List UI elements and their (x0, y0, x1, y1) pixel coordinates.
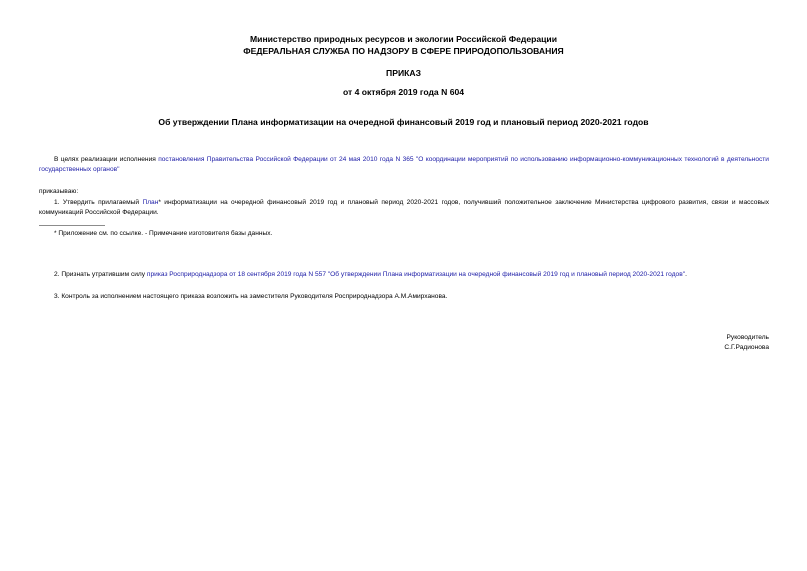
signer-name: С.Г.Радионова (724, 344, 769, 351)
orders-word: приказываю: (39, 188, 79, 195)
item-2-prefix: 2. Признать утратившим силу (54, 271, 147, 278)
order-date: от 4 октября 2019 года N 604 (342, 87, 465, 97)
footnote-divider (39, 225, 105, 226)
signer-position: Руководитель (726, 334, 769, 341)
repealed-order-link[interactable]: приказ Росприроднадзора от 18 сентября 2019 года N 557 "Об утверждении Плана информатизации на очередной финансовый 2019 год и плановый период 2020-2021 годов" (146, 271, 686, 278)
ministry-name: Министерство природных ресурсов и экологии Российской Федерации (250, 34, 557, 44)
document-header (0, 33, 807, 57)
order-heading: ПРИКАЗ (386, 68, 421, 78)
signature-block (724, 333, 769, 353)
item-3-paragraph: 3. Контроль за исполнением настоящего приказа возложить на заместителя Руководителя Росприроднадзора А.М.Амирханова. (54, 293, 448, 300)
intro-paragraph (39, 155, 769, 175)
item-1-paragraph (39, 198, 769, 218)
item-1-prefix: 1. Утвердить прилагаемый (54, 199, 143, 206)
document-title: Об утверждении Плана информатизации на очередной финансовый 2019 год и плановый период 2020-2021 годов (158, 117, 649, 127)
footnote: * Приложение см. по ссылке. - Примечание изготовителя базы данных. (54, 230, 273, 237)
item-2-suffix: . (685, 271, 687, 278)
service-name: ФЕДЕРАЛЬНАЯ СЛУЖБА ПО НАДЗОРУ В СФЕРЕ ПРИРОДОПОЛЬЗОВАНИЯ (243, 46, 564, 56)
government-decree-link[interactable]: постановления Правительства Российской Федерации от 24 мая 2010 года N 365 "О координации мероприятий по использованию информационно-коммуникационных технологий в деятельности государственных органов" (39, 156, 769, 173)
intro-text: В целях реализации исполнения (54, 156, 159, 163)
plan-link[interactable]: План (142, 199, 159, 206)
item-1-text: * информатизации на очередной финансовый 2019 год и плановый период 2020-2021 годов, получивший положительное заключение Министерства цифрового развития, связи и массовых коммуникаций Российской Федерации. (39, 199, 769, 216)
item-2-paragraph (39, 270, 769, 280)
